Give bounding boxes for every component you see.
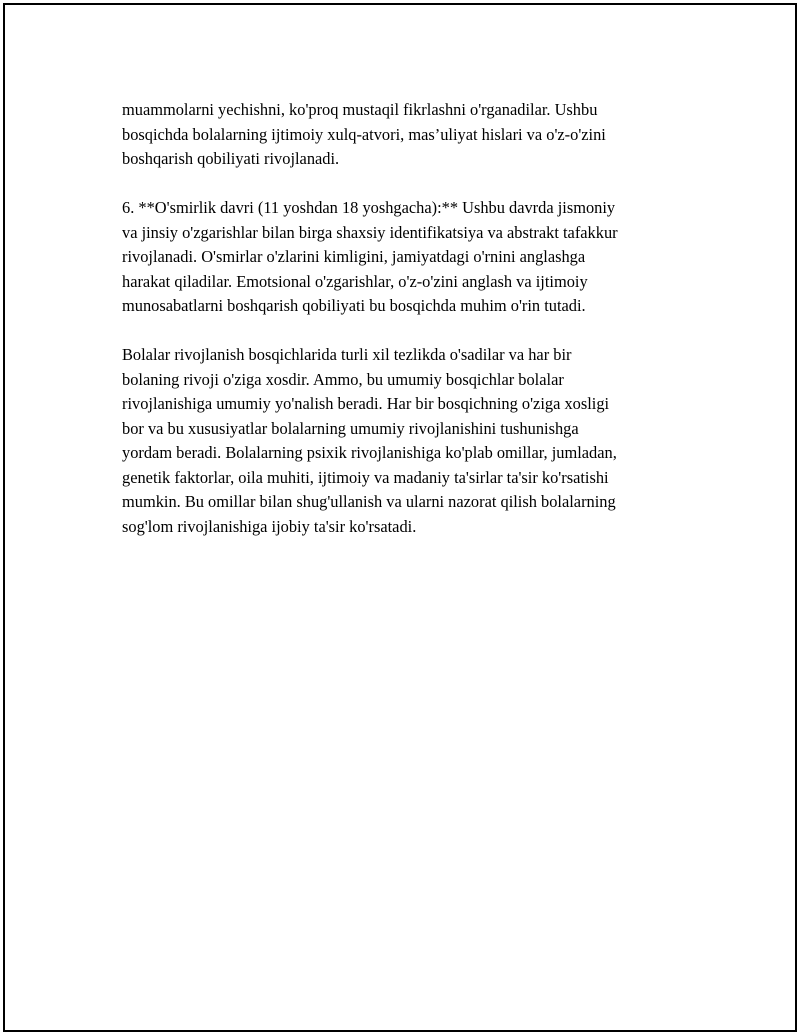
text-line: rivojlanadi. O'smirlar o'zlarini kimligini, jamiyatdagi o'rnini anglashga: [122, 247, 586, 266]
document-body: [122, 98, 688, 564]
paragraph-adolescence-stage: [122, 196, 688, 319]
text-line: genetik faktorlar, oila muhiti, ijtimoiy va madaniy ta'sirlar ta'sir ko'rsatishi: [122, 467, 609, 487]
text-line: bosqichda bolalarning ijtimoiy xulq-atvori, mas’uliyat hislari va o'z-o'zini: [122, 124, 606, 144]
paragraph-continuation: [122, 98, 688, 172]
text-line: mumkin. Bu omillar bilan shug'ullanish va ularni nazorat qilish bolalarning: [122, 492, 616, 511]
text-line: rivojlanishiga umumiy yo'nalish beradi. Har bir bosqichning o'ziga xosligi: [122, 394, 610, 413]
text-line: bor va bu xususiyatlar bolalarning umumiy rivojlanishini tushunishga: [122, 418, 579, 438]
text-line: bolaning rivoji o'ziga xosdir. Ammo, bu umumiy bosqichlar bolalar: [122, 369, 564, 389]
text-line: muammolarni yechishni, ko'proq mustaqil fikrlashni o'rganadilar. Ushbu: [122, 100, 598, 119]
text-line: munosabatlarni boshqarish qobiliyati bu bosqichda muhim o'rin tutadi.: [122, 296, 586, 315]
text-line: Bolalar rivojlanish bosqichlarida turli xil tezlikda o'sadilar va har bir: [122, 345, 572, 364]
text-line: yordam beradi. Bolalarning psixik rivojlanishiga ko'plab omillar, jumladan,: [122, 443, 617, 462]
paragraph-conclusion: [122, 343, 688, 539]
text-line: boshqarish qobiliyati rivojlanadi.: [122, 149, 340, 168]
page-frame: [3, 3, 797, 1032]
text-line: sog'lom rivojlanishiga ijobiy ta'sir ko'rsatadi.: [122, 516, 417, 536]
text-line: harakat qiladilar. Emotsional o'zgarishlar, o'z-o'zini anglash va ijtimoiy: [122, 271, 588, 291]
text-line: 6. **O'smirlik davri (11 yoshdan 18 yoshgacha):** Ushbu davrda jismoniy: [122, 198, 616, 217]
text-line: va jinsiy o'zgarishlar bilan birga shaxsiy identifikatsiya va abstrakt tafakkur: [122, 222, 618, 242]
